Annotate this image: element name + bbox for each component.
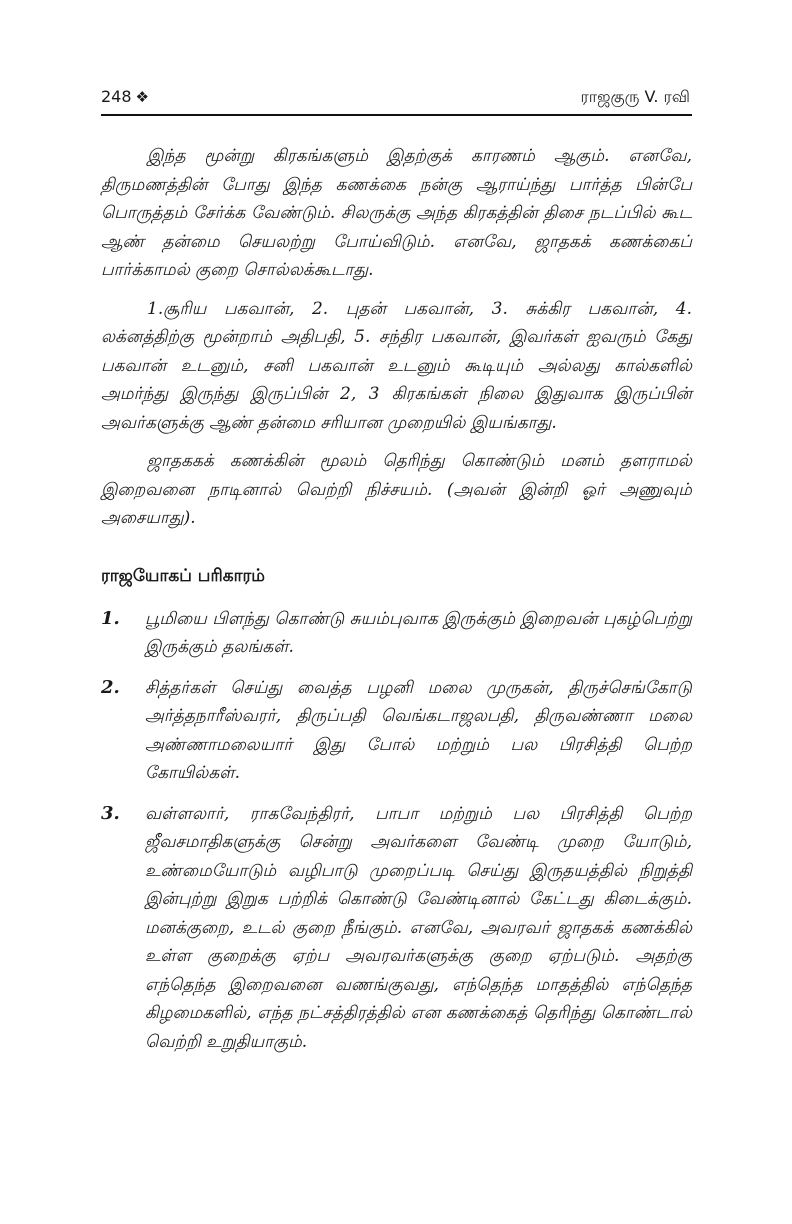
paragraph-3: ஜாதககக் கணக்கின் மூலம் தெரிந்து கொண்டும் மனம் தளராமல் இறைவனை நாடினால் வெற்றி நிச்சயம். (அவன் இன்றி ஓர் அணுவும் அசையாது). (101, 451, 692, 528)
list-item (101, 674, 692, 788)
list-number: 3. (101, 802, 120, 824)
list-item (101, 800, 692, 1057)
list-text: சித்தர்கள் செய்து வைத்த பழனி மலை முருகன், திருச்செங்கோடு அர்த்தநாரீஸ்வரர், திருப்பதி வெங்கடாஜலபதி, திருவண்ணா மலை அண்ணாமலையார் இது போல் மற்றும் பல பிரசித்தி பெற்ற கோயில்கள். (145, 677, 692, 783)
list-number: 2. (101, 676, 120, 698)
running-head: ராஜகுரு V. ரவி (580, 87, 690, 106)
section-heading: ராஜயோகப் பரிகாரம் (101, 565, 265, 586)
remedy-list (101, 605, 692, 1057)
list-item (101, 605, 692, 662)
page-number (101, 87, 149, 106)
paragraph-2: 1.சூரிய பகவான், 2. புதன் பகவான், 3. சுக்கிர பகவான், 4. லக்னத்திற்கு மூன்றாம் அதிபதி, 5. சந்திர பகவான், இவர்கள் ஐவரும் கேது பகவான் உடனும், சனி பகவான் உடனும் கூடியும் அல்லது கால்களில் அமர்ந்து இருந்து இருப்பின் 2, 3 கிரகங்கள் நிலை இதுவாக இருப்பின் அவர்களுக்கு ஆண் தன்மை சரியான முறையில் இயங்காது. (101, 298, 692, 433)
page-content (101, 142, 692, 1056)
page-number-text: 248 (101, 87, 132, 106)
ornament-icon: ❖ (135, 88, 149, 106)
paragraph-1: இந்த மூன்று கிரகங்களும் இதற்குக் காரணம் ஆகும். எனவே, திருமணத்தின் போது இந்த கணக்கை நன்கு ஆராய்ந்து பார்த்த பின்பே பொருத்தம் சேர்க்க வேண்டும். சிலருக்கு அந்த கிரகத்தின் திசை நடப்பில் கூட ஆண் தன்மை செயலற்று போய்விடும். எனவே, ஜாதகக் கணக்கைப் பார்க்காமல் குறை சொல்லக்கூடாது. (101, 146, 692, 280)
list-text: வள்ளலார், ராகவேந்திரர், பாபா மற்றும் பல பிரசித்தி பெற்ற ஜீவசமாதிகளுக்கு சென்று அவர்களை வேண்டி முறை யோடும், உண்மையோடும் வழிபாடு முறைப்படி செய்து இருதயத்தில் நிறுத்தி இன்புற்று இறுக பற்றிக் கொண்டு வேண்டினால் கேட்டது கிடைக்கும். மனக்குறை, உடல் குறை நீங்கும். எனவே, அவரவர் ஜாதகக் கணக்கில் உள்ள குறைக்கு ஏற்ப அவரவர்களுக்கு குறை ஏற்படும். அதற்கு எந்தெந்த இறைவனை வணங்குவது, எந்தெந்த மாதத்தில் எந்தெந்த கிழமைகளில், எந்த நட்சத்திரத்தில் என கணக்கைத் தெரிந்து கொண்டால் வெற்றி உறுதியாகும். (145, 803, 692, 1052)
list-number: 1. (101, 607, 120, 629)
page-header (101, 84, 692, 116)
list-text: பூமியை பிளந்து கொண்டு சுயம்புவாக இருக்கும் இறைவன் புகழ்பெற்று இருக்கும் தலங்கள். (145, 608, 692, 657)
